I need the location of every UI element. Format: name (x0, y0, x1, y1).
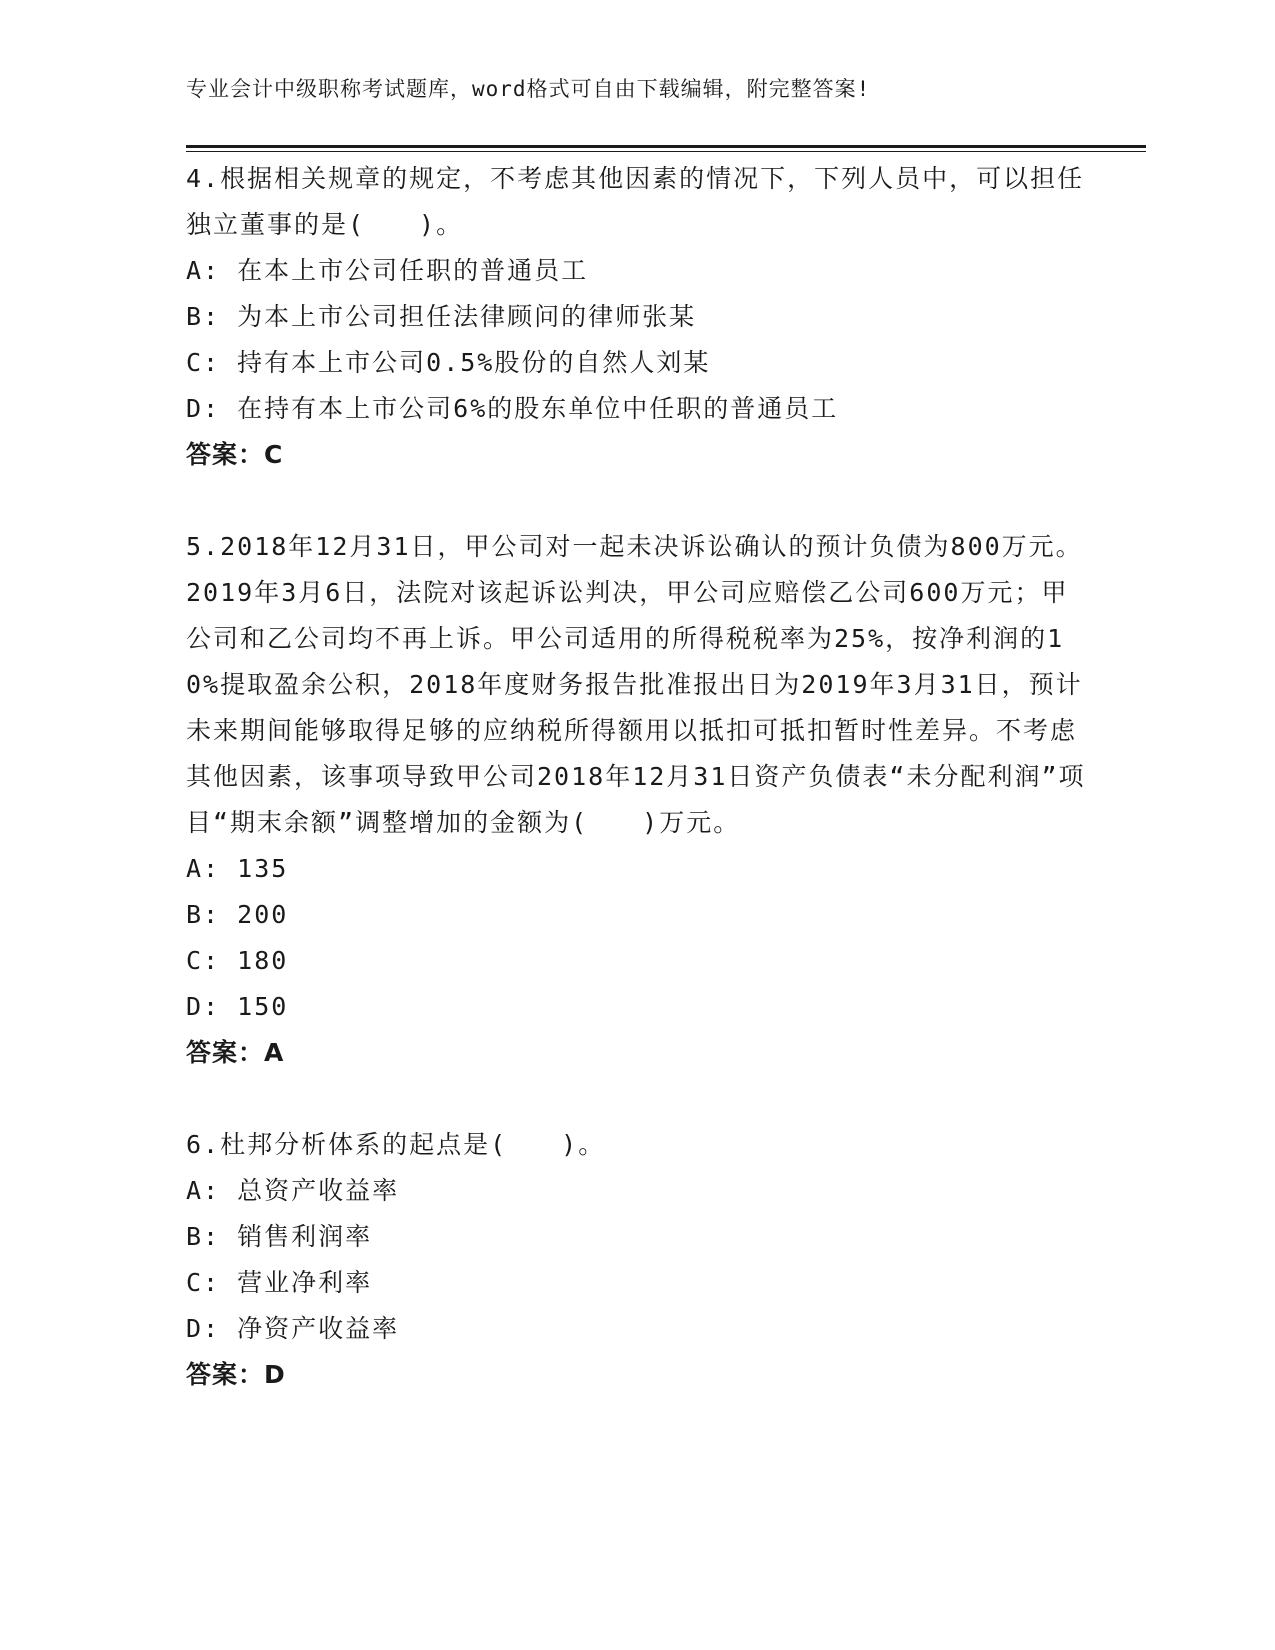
option-b: B: 销售利润率 (186, 1222, 373, 1251)
option-d: D: 在持有本上市公司6%的股东单位中任职的普通员工 (186, 394, 839, 423)
question-stem: 6.杜邦分析体系的起点是( )。 (186, 1130, 606, 1159)
question-5 (186, 524, 1086, 1076)
option-c: C: 持有本上市公司0.5%股份的自然人刘某 (186, 348, 711, 377)
question-list (186, 156, 1086, 1398)
option-a: A: 在本上市公司任职的普通员工 (186, 256, 589, 285)
answer-label: 答案：C (186, 440, 284, 469)
page-header: 专业会计中级职称考试题库，word格式可自由下载编辑，附完整答案! (186, 77, 871, 101)
option-b: B: 为本上市公司担任法律顾问的律师张某 (186, 302, 697, 331)
option-c: C: 180 (186, 946, 289, 975)
option-b: B: 200 (186, 900, 289, 929)
question-stem: 5.2018年12月31日，甲公司对一起未决诉讼确认的预计负债为800万元。2019年3月6日，法院对该起诉讼判决，甲公司应赔偿乙公司600万元；甲公司和乙公司均不再上诉。甲公司适用的所得税税率为25%，按净利润的10%提取盈余公积，2018年度财务报告批准报出日为2019年3月31日，预计未来期间能够取得足够的应纳税所得额用以抵扣可抵扣暂时性差异。不考虑其他因素，该事项导致甲公司2018年12月31日资产负债表“未分配利润”项目“期末余额”调整增加的金额为( )万元。 (186, 532, 1086, 837)
question-6 (186, 1122, 1086, 1398)
option-a: A: 135 (186, 854, 289, 883)
answer-label: 答案：A (186, 1038, 285, 1067)
option-c: C: 营业净利率 (186, 1268, 373, 1297)
option-d: D: 150 (186, 992, 289, 1021)
question-stem: 4.根据相关规章的规定，不考虑其他因素的情况下，下列人员中，可以担任独立董事的是( )。 (186, 164, 1085, 239)
option-a: A: 总资产收益率 (186, 1176, 400, 1205)
option-d: D: 净资产收益率 (186, 1314, 400, 1343)
question-4 (186, 156, 1086, 478)
header-rule-thin (186, 151, 1146, 152)
header-rule-thick (186, 145, 1146, 148)
answer-label: 答案：D (186, 1360, 286, 1389)
